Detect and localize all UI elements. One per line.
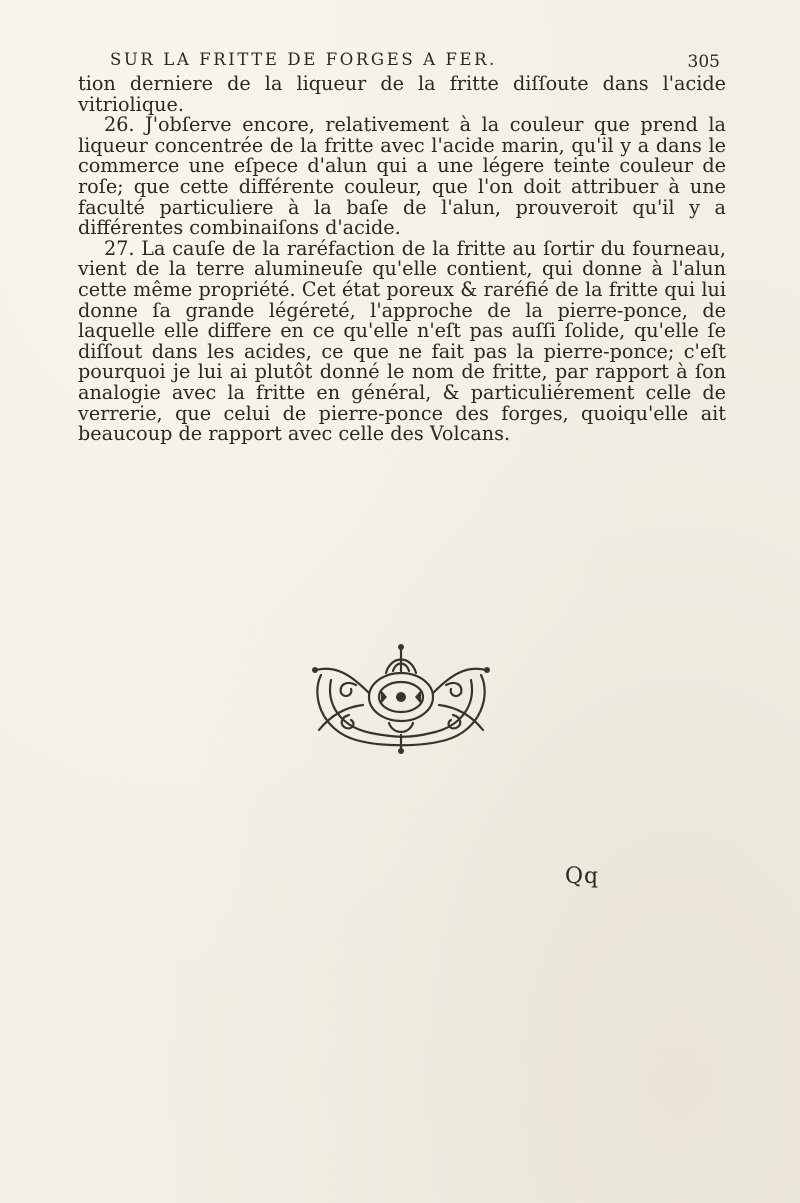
floral-ornament bbox=[301, 635, 501, 757]
paragraph-26: 26. J'obſerve encore, relativement à la couleur que prend la liqueur concentrée de la fritte avec l'acide marin, qu'il y a dans le commerce une eſpece d'alun qui a une légere teinte couleur de roſe; que cette différente couleur, que l'on doit attribuer à une faculté particuliere à la baſe de l'alun, prouveroit qu'il y a différentes combinaiſons d'acide. bbox=[78, 113, 726, 240]
signature-mark: Qq bbox=[565, 864, 600, 889]
page-number: 305 bbox=[687, 52, 720, 72]
paragraph-27: 27. La cauſe de la raréfaction de la fritte au ſortir du fourneau, vient de la terre alumineuſe qu'elle contient, qui donne à l'alun cette même propriété. Cet état poreux & raréfié de la fritte qui lui donne ſa grande légéreté, l'approche de la pierre-ponce, de laquelle elle differe en ce qu'elle n'eſt pas auſſi ſolide, qu'elle ſe diſſout dans les acides, ce que ne fait pas la pierre-ponce; c'eſt pourquoi je lui ai plutôt donné le nom de fritte, par rapport à ſon analogie avec la fritte en général, & particuliérement celle de verrerie, que celui de pierre-ponce des forges, quoiqu'elle ait beaucoup de rapport avec celle des Volcans. bbox=[78, 236, 726, 446]
body-text bbox=[78, 74, 726, 445]
lead-in-paragraph: tion derniere de la liqueur de la fritte diſſoute dans l'acide vitriolique. bbox=[78, 72, 726, 116]
running-title: SUR LA FRITTE DE FORGES A FER. bbox=[110, 50, 498, 69]
